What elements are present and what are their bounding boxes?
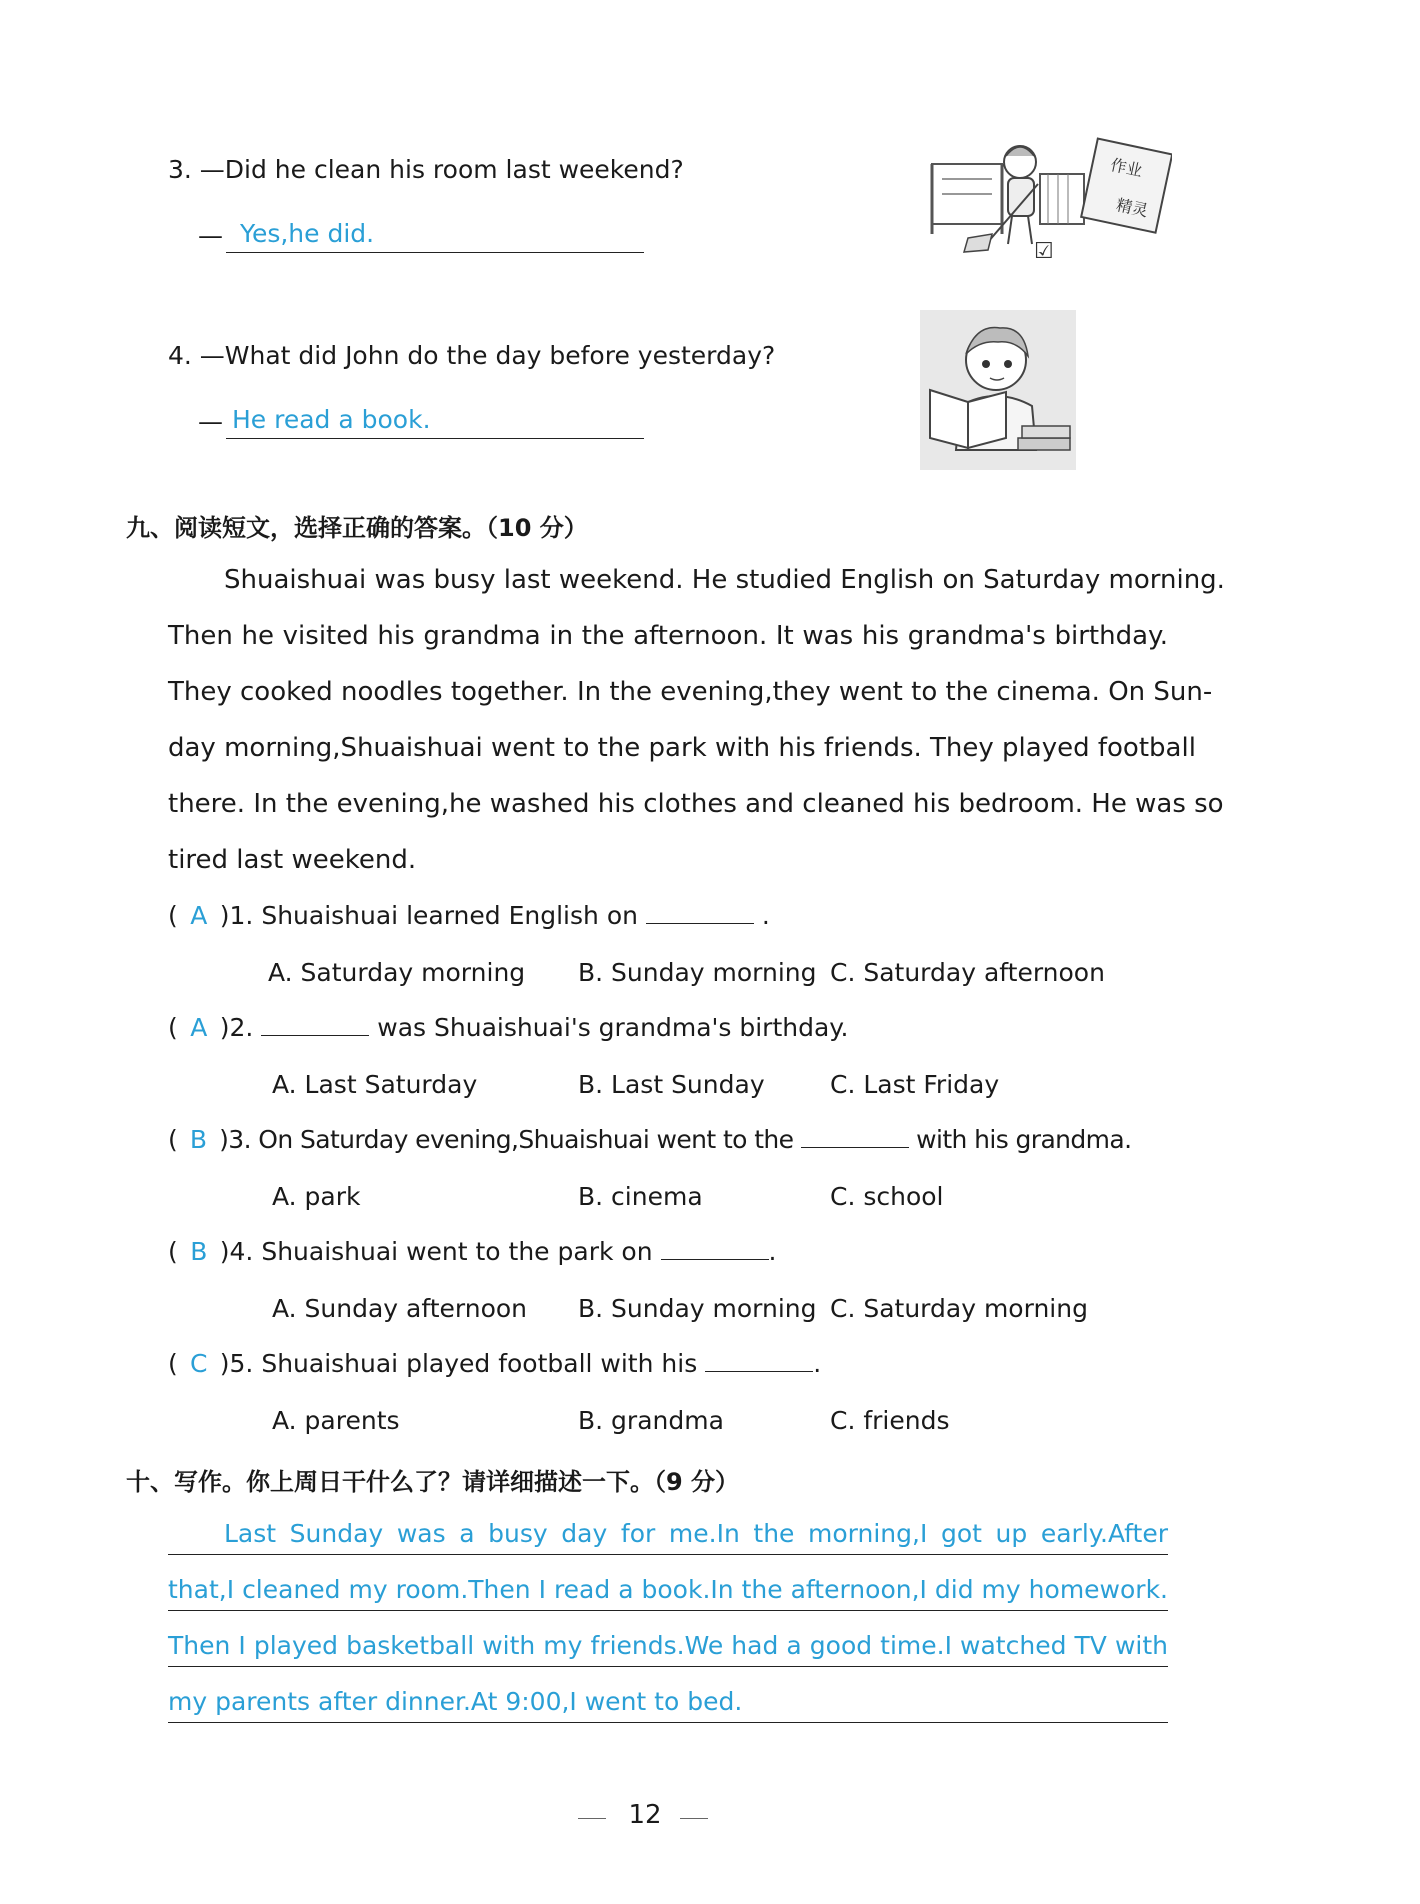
- section-10-heading: 十、写作。你上周日干什么了？请详细描述一下。（9 分）: [126, 1468, 740, 1496]
- footer-dash-left: [578, 1818, 606, 1819]
- item-3-option-c[interactable]: C. school: [830, 1182, 944, 1211]
- question-4-dash: —: [198, 407, 223, 436]
- passage-line: there. In the evening,he washed his clothes and cleaned his bedroom. He was so: [168, 789, 1224, 819]
- item-4-option-c[interactable]: C. Saturday morning: [830, 1294, 1088, 1323]
- item-1-blank[interactable]: [646, 901, 754, 924]
- item-4: ( B )4. Shuaishuai went to the park on .: [168, 1237, 777, 1266]
- item-3-blank[interactable]: [801, 1125, 909, 1148]
- check-mark-icon: ☑: [1034, 239, 1054, 264]
- item-2-option-c[interactable]: C. Last Friday: [830, 1070, 1000, 1099]
- item-4-blank[interactable]: [661, 1237, 769, 1260]
- essay-line-4[interactable]: my parents after dinner.At 9:00,I went to bed.: [168, 1682, 1168, 1723]
- item-4-option-a[interactable]: A. Sunday afternoon: [272, 1294, 528, 1323]
- item-1-option-c[interactable]: C. Saturday afternoon: [830, 958, 1105, 987]
- page-number: 12: [628, 1800, 662, 1830]
- item-4-option-b[interactable]: B. Sunday morning: [578, 1294, 817, 1323]
- item-5: ( C )5. Shuaishuai played football with his .: [168, 1349, 822, 1378]
- item-2-option-a[interactable]: A. Last Saturday: [272, 1070, 478, 1099]
- question-3-answer: Yes,he did.: [240, 219, 375, 248]
- item-5-option-a[interactable]: A. parents: [272, 1406, 400, 1435]
- item-1: ( A )1. Shuaishuai learned English on .: [168, 901, 770, 930]
- item-5-answer: C: [190, 1349, 208, 1378]
- item-3-option-b[interactable]: B. cinema: [578, 1182, 703, 1211]
- item-5-blank[interactable]: [705, 1349, 813, 1372]
- item-2-blank[interactable]: [261, 1013, 369, 1036]
- boy-reading-illustration: [920, 310, 1076, 470]
- passage-line: day morning,Shuaishuai went to the park with his friends. They played football: [168, 733, 1196, 763]
- illustration-label-1: 作业: [1108, 155, 1145, 181]
- question-4: 4. —What did John do the day before yesterday?: [168, 341, 776, 370]
- item-4-answer: B: [190, 1237, 208, 1266]
- item-3: ( B )3. On Saturday evening,Shuaishuai went to the with his grandma.: [168, 1125, 1132, 1154]
- passage-line: They cooked noodles together. In the evening,they went to the cinema. On Sun-: [168, 677, 1213, 707]
- item-2-option-b[interactable]: B. Last Sunday: [578, 1070, 765, 1099]
- question-3-answer-line[interactable]: [226, 218, 644, 253]
- question-4-answer-line[interactable]: [226, 404, 644, 439]
- passage-line: tired last weekend.: [168, 845, 417, 875]
- question-3-dash: —: [198, 221, 223, 250]
- item-1-option-a[interactable]: A. Saturday morning: [268, 958, 526, 987]
- passage-line: Shuaishuai was busy last weekend. He studied English on Saturday morning.: [224, 565, 1225, 595]
- footer-dash-right: [680, 1818, 708, 1819]
- question-3: 3. —Did he clean his room last weekend?: [168, 155, 684, 184]
- essay-line-1[interactable]: Last Sunday was a busy day for me.In the morning,I got up early.After: [168, 1514, 1168, 1555]
- item-3-option-a[interactable]: A. park: [272, 1182, 361, 1211]
- item-2-answer: A: [190, 1013, 208, 1042]
- essay-line-2[interactable]: that,I cleaned my room.Then I read a book.In the afternoon,I did my homework.: [168, 1570, 1168, 1611]
- section-9-heading: 九、阅读短文，选择正确的答案。（10 分）: [126, 514, 588, 542]
- passage-line: Then he visited his grandma in the afternoon. It was his grandma's birthday.: [168, 621, 1168, 651]
- item-3-answer: B: [189, 1125, 207, 1154]
- essay-line-3[interactable]: Then I played basketball with my friends.We had a good time.I watched TV with: [168, 1626, 1168, 1667]
- illustration-label-2: 精灵: [1114, 195, 1150, 221]
- item-2: ( A )2. was Shuaishuai's grandma's birthday.: [168, 1013, 849, 1042]
- item-1-answer: A: [190, 901, 208, 930]
- item-1-option-b[interactable]: B. Sunday morning: [578, 958, 817, 987]
- item-5-option-c[interactable]: C. friends: [830, 1406, 950, 1435]
- boy-sweeping-illustration: [928, 134, 1172, 264]
- item-5-option-b[interactable]: B. grandma: [578, 1406, 724, 1435]
- reading-passage: [168, 552, 1225, 888]
- question-4-answer: He read a book.: [232, 405, 431, 434]
